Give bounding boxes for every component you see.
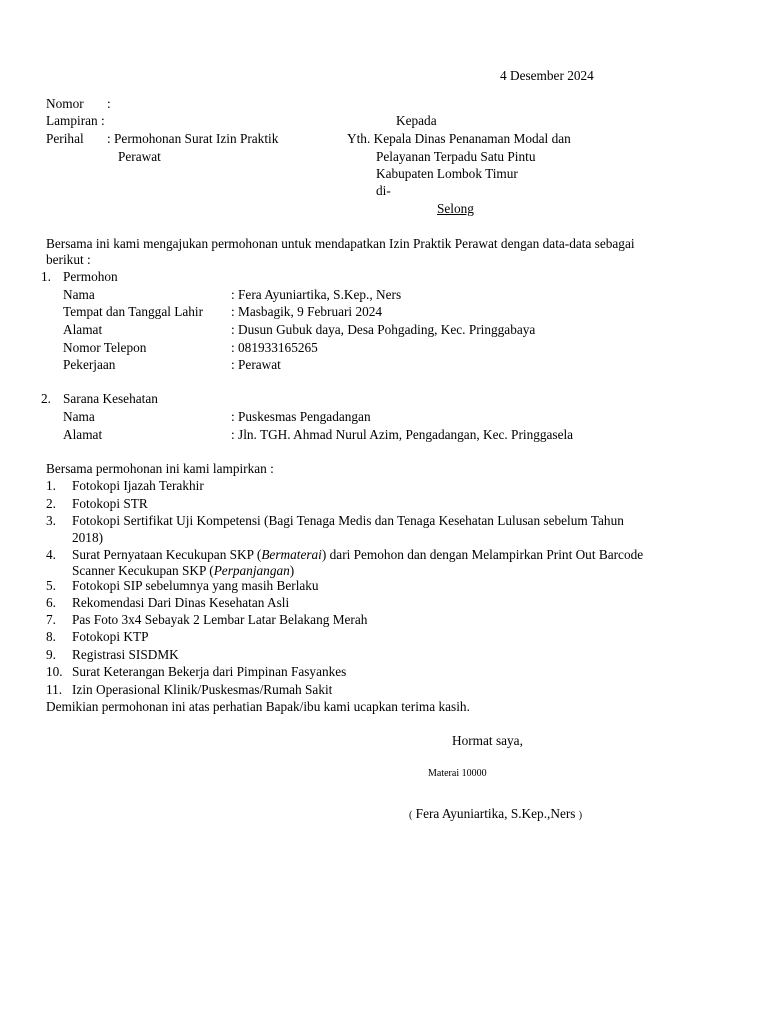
recipient-line2: Pelayanan Terpadu Satu Pintu: [376, 149, 536, 164]
section1-title: Permohon: [63, 269, 118, 284]
list-item-number: 8.: [46, 629, 56, 644]
list-item-number: 4.: [46, 547, 56, 562]
row-value: : Masbagik, 9 Februari 2024: [231, 304, 383, 319]
row-label: Nomor Telepon: [63, 340, 147, 355]
list-item-number: 5.: [46, 578, 56, 593]
row-label: Tempat dan Tanggal Lahir: [63, 304, 204, 319]
list-item-number: 1.: [46, 478, 56, 493]
intro-line1: Bersama ini kami mengajukan permohonan untuk mendapatkan Izin Praktik Perawat dengan data-data sebagai: [46, 236, 635, 251]
list-item: Fotokopi SIP sebelumnya yang masih Berlaku: [72, 578, 319, 593]
row-label: Pekerjaan: [63, 357, 116, 372]
list-item-number: 11.: [46, 682, 63, 697]
perihal-value: : Permohonan Surat Izin Praktik: [107, 131, 279, 146]
section2-number: 2.: [41, 391, 51, 406]
row-value: : Puskesmas Pengadangan: [231, 409, 371, 424]
row-label: Alamat: [63, 427, 103, 442]
list-item-number: 9.: [46, 647, 56, 662]
perihal-label: Perihal: [46, 131, 84, 146]
list-item-number: 7.: [46, 612, 56, 627]
nomor-label: Nomor: [46, 96, 84, 111]
section2-title: Sarana Kesehatan: [63, 391, 158, 406]
row-value: : Dusun Gubuk daya, Desa Pohgading, Kec. Pringgabaya: [231, 322, 536, 337]
list-item-number: 10.: [46, 664, 63, 679]
materai-stamp-label: Materai 10000: [428, 768, 487, 779]
list-item: Fotokopi Sertifikat Uji Kompetensi (Bagi Tenaga Medis dan Tenaga Kesehatan Lulusan sebelum Tahun: [72, 513, 624, 528]
row-value: : Jln. TGH. Ahmad Nurul Azim, Pengadangan, Kec. Pringgasela: [231, 427, 574, 442]
intro-line2: berikut :: [46, 252, 91, 267]
recipient-kepada: Kepada: [396, 113, 437, 128]
list-item-number: 6.: [46, 595, 56, 610]
list-item: Fotokopi KTP: [72, 629, 149, 644]
list-item-number: 3.: [46, 513, 56, 528]
row-value: : Perawat: [231, 357, 281, 372]
row-value: : 081933165265: [231, 340, 318, 355]
list-item-cont: 2018): [72, 530, 104, 545]
signature-name: ( Fera Ayuniartika, S.Kep.,Ners ): [409, 806, 583, 821]
recipient-line1: Yth. Kepala Dinas Penanaman Modal dan: [347, 131, 571, 146]
row-label: Nama: [63, 409, 95, 424]
signature-regards: Hormat saya,: [452, 733, 523, 748]
recipient-line3: Kabupaten Lombok Timur: [376, 166, 518, 181]
list-item: Pas Foto 3x4 Sebayak 2 Lembar Latar Belakang Merah: [72, 612, 368, 627]
list-item: Fotokopi Ijazah Terakhir: [72, 478, 204, 493]
list-item: Rekomendasi Dari Dinas Kesehatan Asli: [72, 595, 290, 610]
section1-number: 1.: [41, 269, 51, 284]
closing-text: Demikian permohonan ini atas perhatian Bapak/ibu kami ucapkan terima kasih.: [46, 699, 470, 714]
letter-date: 4 Desember 2024: [500, 68, 594, 83]
nomor-colon: :: [107, 96, 111, 111]
lampiran-label: Lampiran :: [46, 113, 105, 128]
recipient-city: Selong: [437, 201, 474, 216]
recipient-line4: di-: [376, 183, 391, 198]
list-item: Izin Operasional Klinik/Puskesmas/Rumah Sakit: [72, 682, 333, 697]
row-label: Nama: [63, 287, 95, 302]
list-item: Surat Keterangan Bekerja dari Pimpinan Fasyankes: [72, 664, 347, 679]
attachments-intro: Bersama permohonan ini kami lampirkan :: [46, 461, 274, 476]
list-item-cont: Scanner Kecukupan SKP (Perpanjangan): [72, 563, 295, 578]
list-item-number: 2.: [46, 496, 56, 511]
list-item: Surat Pernyataan Kecukupan SKP (Bermaterai) dari Pemohon dan dengan Melampirkan Print Out Barcode: [72, 547, 644, 562]
row-value: : Fera Ayuniartika, S.Kep., Ners: [231, 287, 402, 302]
list-item: Registrasi SISDMK: [72, 647, 179, 662]
perihal-value-line2: Perawat: [118, 149, 161, 164]
row-label: Alamat: [63, 322, 103, 337]
list-item: Fotokopi STR: [72, 496, 148, 511]
